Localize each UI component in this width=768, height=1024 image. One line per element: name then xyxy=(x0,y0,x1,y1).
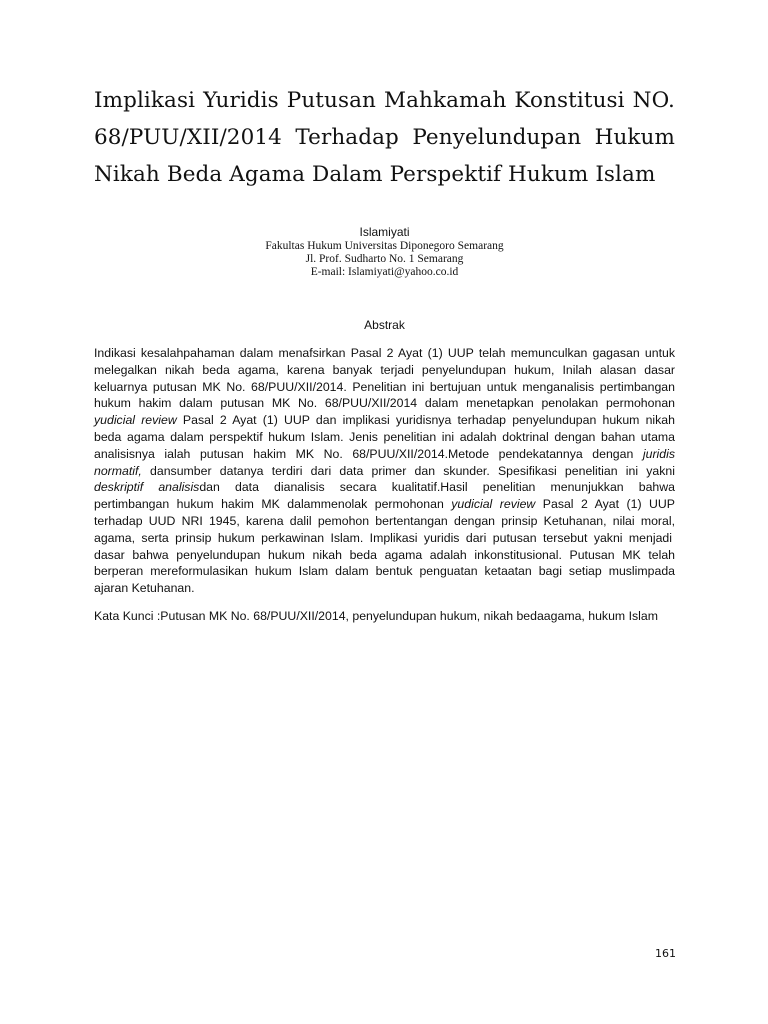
page-number: 161 xyxy=(655,947,676,960)
abstract-line: melegalkan nikah beda agama, karena banyak terjadi penyelundupan hukum, Inilah alasan dasar xyxy=(94,362,675,377)
abstract-line: agama, serta prinsip hukum perkawinan Islam. Implikasi yuridis dari putusan tersebut yakni menjadi xyxy=(94,530,672,545)
keywords: Kata Kunci :Putusan MK No. 68/PUU/XII/2014, penyelundupan hukum, nikah bedaagama, hukum Islam xyxy=(94,609,658,623)
author-name: Islamiyati xyxy=(359,225,410,239)
abstract-line: pertimbangan hukum hakim MK dalammenolak permohonan yudicial review Pasal 2 Ayat (1) UUP xyxy=(94,497,675,512)
abstract-body xyxy=(94,345,675,597)
paper-title: Implikasi Yuridis Putusan Mahkamah Konstitusi NO. 68/PUU/XII/2014 Terhadap Penyelundupan Hukum Nikah Beda Agama Dalam Perspektif Hukum Islam xyxy=(94,88,675,187)
abstract-line: yudicial review Pasal 2 Ayat (1) UUP dan implikasi yuridisnya terhadap penyelundupan hukum nikah xyxy=(94,413,675,428)
abstract-line: analisisnya ialah putusan hakim MK No. 68/PUU/XII/2014.Metode pendekatannya dengan juridis xyxy=(94,446,675,461)
author-block xyxy=(94,225,675,279)
abstract-line: deskriptif analisisdan data dianalisis secara kualitatif.Hasil penelitian menunjukkan bahwa xyxy=(94,480,675,495)
abstract-line: ajaran Ketuhanan. xyxy=(94,581,195,596)
abstract-line: dasar bahwa penyelundupan hukum nikah beda agama adalah inkonstitusional. Putusan MK telah xyxy=(94,547,675,562)
abstract-line: beda agama dalam perspektif hukum Islam. Jenis penelitian ini adalah doktrinal dengan bahan utama xyxy=(94,429,675,444)
abstract-line: hukum hakim dalam putusan MK No. 68/PUU/XII/2014 dalam menetapkan penolakan permohonan xyxy=(94,396,675,411)
abstract-line: normatif, dansumber datanya terdiri dari data primer dan skunder. Spesifikasi penelitian ini yakni xyxy=(94,463,675,478)
author-email: E-mail: Islamiyati@yahoo.co.id xyxy=(310,266,459,278)
abstract-line: Indikasi kesalahpahaman dalam menafsirkan Pasal 2 Ayat (1) UUP telah memunculkan gagasan untuk xyxy=(94,346,675,360)
abstract-line: keluarnya putusan MK No. 68/PUU/XII/2014. Penelitian ini bertujuan untuk menganalisis pertimbangan xyxy=(94,379,675,394)
abstract-line: terhadap UUD NRI 1945, karena dalil pemohon bertentangan dengan prinsip Ketuhanan, nilai moral, xyxy=(94,513,675,528)
author-affiliation: Fakultas Hukum Universitas Diponegoro Semarang xyxy=(265,240,504,252)
author-address: Jl. Prof. Sudharto No. 1 Semarang xyxy=(305,253,464,265)
abstract-line: berperan mereformulasikan hukum Islam dalam bentuk penguatan ketaatan bagi setiap muslimpada xyxy=(94,564,675,579)
abstract-heading: Abstrak xyxy=(364,318,405,332)
